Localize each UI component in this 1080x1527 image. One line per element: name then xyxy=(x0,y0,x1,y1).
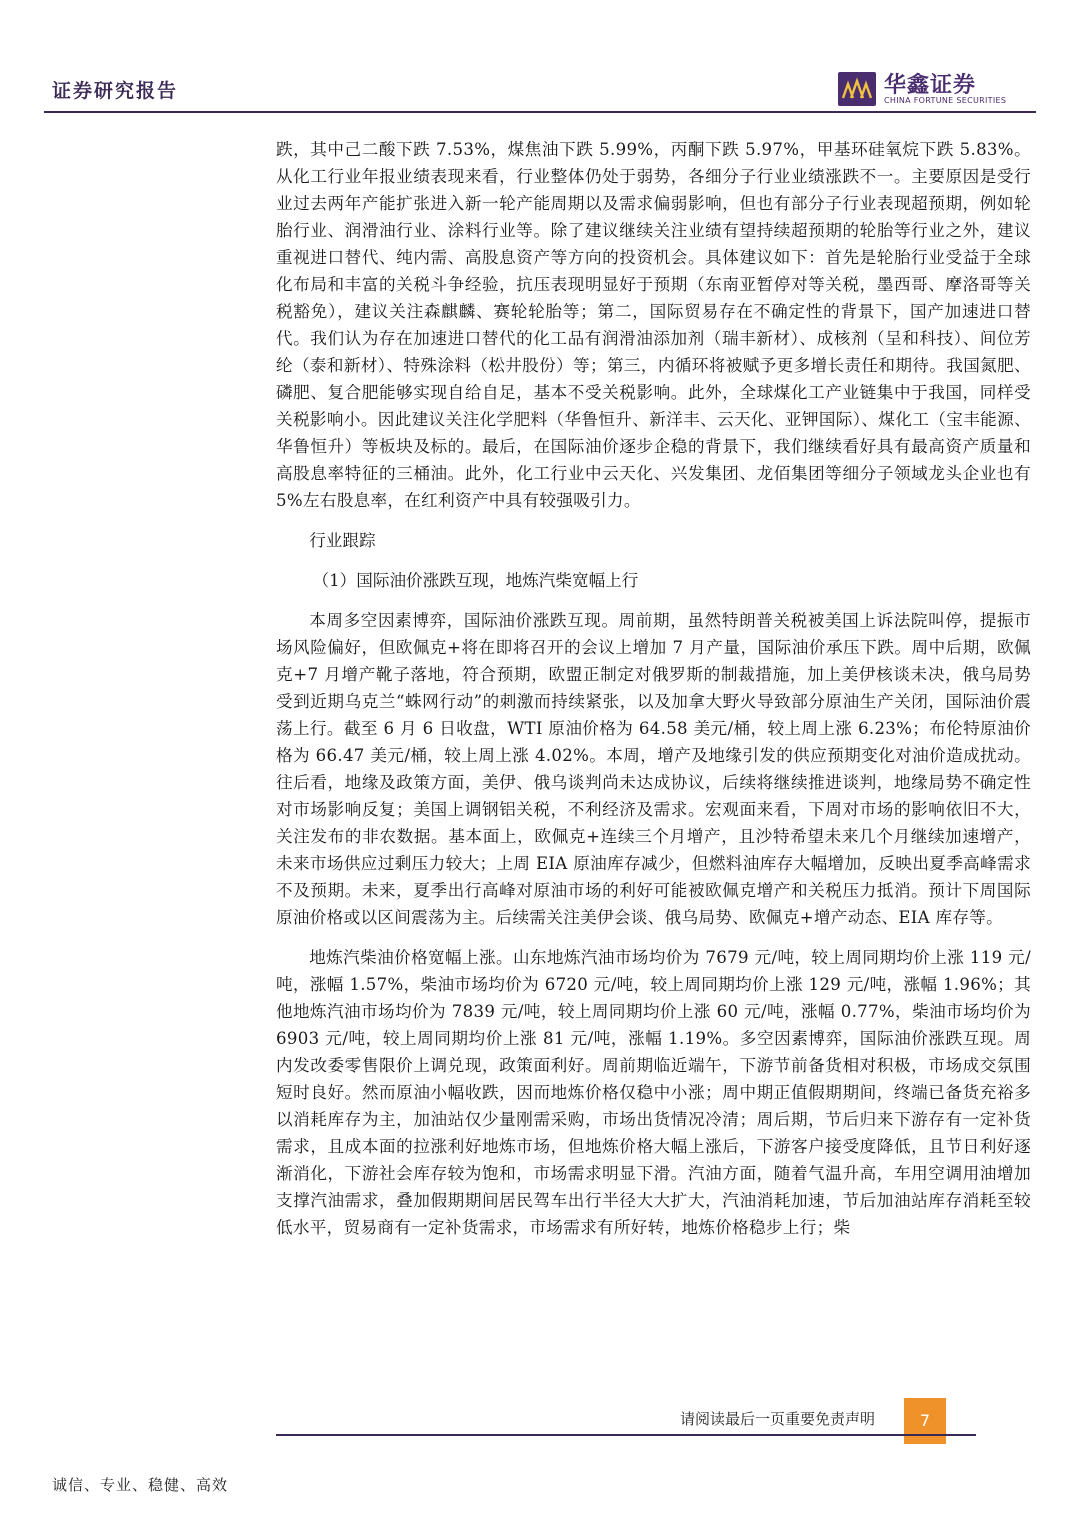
company-slogan: 诚信、专业、稳健、高效 xyxy=(52,1476,229,1494)
header-divider xyxy=(44,111,1036,113)
logo-mark-icon xyxy=(838,72,876,106)
paragraph-investment-advice: 跌，其中己二酸下跌 7.53%，煤焦油下跌 5.99%，丙酮下跌 5.97%，甲基环硅氧烷下跌 5.83%。从化工行业年报业绩表现来看，行业整体仍处于弱势，各细分子行业业绩涨跌不一。主要原因是受行业过去两年产能扩张进入新一轮产能周期以及需求偏弱影响，但也有部分子行业表现超预期，例如轮胎行业、润滑油行业、涂料行业等。除了建议继续关注业绩有望持续超预期的轮胎等行业之外，建议重视进口替代、纯内需、高股息资产等方向的投资机会。具体建议如下：首先是轮胎行业受益于全球化布局和丰富的关税斗争经验，抗压表现明显好于预期（东南亚暂停对等关税，墨西哥、摩洛哥等关税豁免），建议关注森麒麟、赛轮轮胎等；第二，国际贸易存在不确定性的背景下，国产加速进口替代。我们认为存在加速进口替代的化工品有润滑油添加剂（瑞丰新材）、成核剂（呈和科技）、间位芳纶（泰和新材）、特殊涂料（松井股份）等；第三，内循环将被赋予更多增长责任和期待。我国氮肥、磷肥、复合肥能够实现自给自足，基本不受关税影响。此外，全球煤化工产业链集中于我国，同样受关税影响小。因此建议关注化学肥料（华鲁恒升、新洋丰、云天化、亚钾国际）、煤化工（宝丰能源、华鲁恒升）等板块及标的。最后，在国际油价逐步企稳的背景下，我们继续看好具有最高资产质量和高股息率特征的三桶油。此外，化工行业中云天化、兴发集团、龙佰集团等细分子领域龙头企业也有 5%左右股息率，在红利资产中具有较强吸引力。 xyxy=(276,140,1031,510)
page-number-badge: 7 xyxy=(904,1398,946,1444)
subsection-heading: （1）国际油价涨跌互现，地炼汽柴宽幅上行 xyxy=(312,571,639,590)
section-heading: 行业跟踪 xyxy=(309,531,376,550)
paragraph-crude-oil: 本周多空因素博弈，国际油价涨跌互现。周前期，虽然特朗普关税被美国上诉法院叫停，提振市场风险偏好，但欧佩克+将在即将召开的会议上增加 7 月产量，国际油价承压下跌。周中后期，欧佩克+7 月增产靴子落地，符合预期，欧盟正制定对俄罗斯的制裁措施，加上美伊核谈未决，俄乌局势受到近期乌克兰“蛛网行动”的刺激而持续紧张，以及加拿大野火导致部分原油生产关闭，国际油价震荡上行。截至 6 月 6 日收盘，WTI 原油价格为 64.58 美元/桶，较上周上涨 6.23%；布伦特原油价格为 66.47 美元/桶，较上周上涨 4.02%。本周，增产及地缘引发的供应预期变化对油价造成扰动。往后看，地缘及政策方面，美伊、俄乌谈判尚未达成协议，后续将继续推进谈判，地缘局势不确定性对市场影响反复；美国上调钢铝关税，不利经济及需求。宏观面来看，下周对市场的影响依旧不大，关注发布的非农数据。基本面上，欧佩克+连续三个月增产，且沙特希望未来几个月继续加速增产，未来市场供应过剩压力较大；上周 EIA 原油库存减少，但燃料油库存大幅增加，反映出夏季高峰需求不及预期。未来，夏季出行高峰对原油市场的利好可能被欧佩克增产和关税压力抵消。预计下周国际原油价格或以区间震荡为主。后续需关注美伊会谈、俄乌局势、欧佩克+增产动态、EIA 库存等。 xyxy=(276,611,1031,927)
company-logo xyxy=(838,68,1038,110)
paragraph-local-refinery: 地炼汽柴油价格宽幅上涨。山东地炼汽油市场均价为 7679 元/吨，较上周同期均价上涨 119 元/吨，涨幅 1.57%，柴油市场均价为 6720 元/吨，较上周同期均价上涨 129 元/吨，涨幅 1.96%；其他地炼汽油市场均价为 7839 元/吨，较上周同期均价上涨 60 元/吨，涨幅 0.77%，柴油市场均价为 6903 元/吨，较上周同期均价上涨 81 元/吨，涨幅 1.19%。多空因素博弈，国际油价涨跌互现。周内发改委零售限价上调兑现，政策面利好。周前期临近端午，下游节前备货相对积极，市场成交氛围短时良好。然而原油小幅收跌，因而地炼价格仅稳中小涨；周中期正值假期期间，终端已备货充裕多以消耗库存为主，加油站仅少量刚需采购，市场出货情况冷清；周后期，节后归来下游存有一定补货需求，且成本面的拉涨利好地炼市场，但地炼价格大幅上涨后，下游客户接受度降低，且节日利好逐渐消化，下游社会库存较为饱和，市场需求明显下滑。汽油方面，随着气温升高，车用空调用油增加支撑汽油需求，叠加假期期间居民驾车出行半径大大扩大，汽油消耗加速，节后加油站库存消耗至较低水平，贸易商有一定补货需求，市场需求有所好转，地炼价格稳步上行；柴 xyxy=(276,948,1031,1237)
disclaimer-link[interactable]: 请阅读最后一页重要免责声明 xyxy=(680,1410,876,1428)
logo-english-name: CHINA FORTUNE SECURITIES xyxy=(884,96,1007,105)
page-header xyxy=(0,0,1080,116)
logo-chinese-name: 华鑫证券 xyxy=(884,73,977,98)
report-body xyxy=(276,136,1031,1241)
report-type-label: 证券研究报告 xyxy=(52,80,179,102)
footer-divider xyxy=(276,1434,976,1436)
